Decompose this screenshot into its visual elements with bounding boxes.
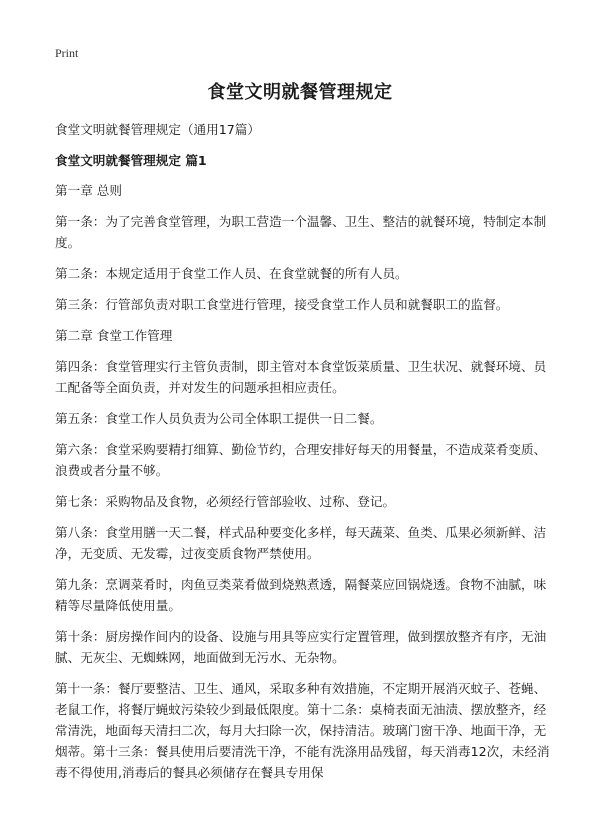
chapter-heading: 第一章 总则	[55, 183, 122, 198]
article-paragraph: 第十条：厨房操作间内的设备、设施与用具等应实行定置管理，做到摆放整齐有序，无油腻、无灰尘、无蜘蛛网，地面做到无污水、无杂物。	[55, 629, 547, 665]
article-paragraph: 第八条：食堂用膳一天二餐，样式品种要变化多样，每天蔬菜、鱼类、瓜果必须新鲜、洁净，无变质、无发霉，过夜变质食物严禁使用。	[55, 525, 547, 561]
article-paragraph: 第七条：采购物品及食物，必须经行管部验收、过称、登记。	[55, 494, 396, 509]
article-paragraph: 第五条：食堂工作人员负责为公司全体职工提供一日二餐。	[55, 411, 383, 426]
article-paragraph: 第十一条：餐厅要整洁、卫生、通风，采取多种有效措施，不定期开展消灭蚊子、苍蝇、老鼠工作，将餐厅蝇蚊污染较少到最低限度。第十二条：桌椅表面无油渍、摆放整齐，经常清洗，地面每天清扫二次，每月大扫除一次，保持清洁。玻璃门窗干净、地面干净，无烟蒂。第十三条：餐具使用后要清洗干净，不能有洗涤用品残留，每天消毒12次，未经消毒不得使用,消毒后的餐具必须储存在餐具专用保	[55, 681, 550, 780]
chapter-heading: 第二章 食堂工作管理	[55, 328, 173, 343]
section-heading: 食堂文明就餐管理规定 篇1	[55, 153, 207, 168]
article-paragraph: 第二条：本规定适用于食堂工作人员、在食堂就餐的所有人员。	[55, 266, 408, 281]
article-paragraph: 第九条：烹调菜肴时，肉鱼豆类菜肴做到烧熟煮透，隔餐菜应回锅烧透。食物不油腻，味精等尽量降低使用量。	[55, 577, 547, 613]
document-body	[55, 119, 554, 793]
document-title: 食堂文明就餐管理规定	[207, 82, 393, 103]
print-label: Print	[55, 46, 79, 60]
article-paragraph: 第四条：食堂管理实行主管负责制，即主管对本食堂饭菜质量、卫生状况、就餐环境、员工配备等全面负责，并对发生的问题承担相应责任。	[55, 359, 547, 395]
article-paragraph: 第一条：为了完善食堂管理，为职工营造一个温馨、卫生、整洁的就餐环境，特制定本制度。	[55, 214, 547, 250]
article-paragraph: 第三条：行管部负责对职工食堂进行管理，接受食堂工作人员和就餐职工的监督。	[55, 297, 509, 312]
article-paragraph: 第六条：食堂采购要精打细算、勤俭节约，合理安排好每天的用餐量，不造成菜肴变质、浪费或者分量不够。	[55, 442, 547, 478]
document-subtitle: 食堂文明就餐管理规定（通用17篇）	[55, 122, 260, 137]
